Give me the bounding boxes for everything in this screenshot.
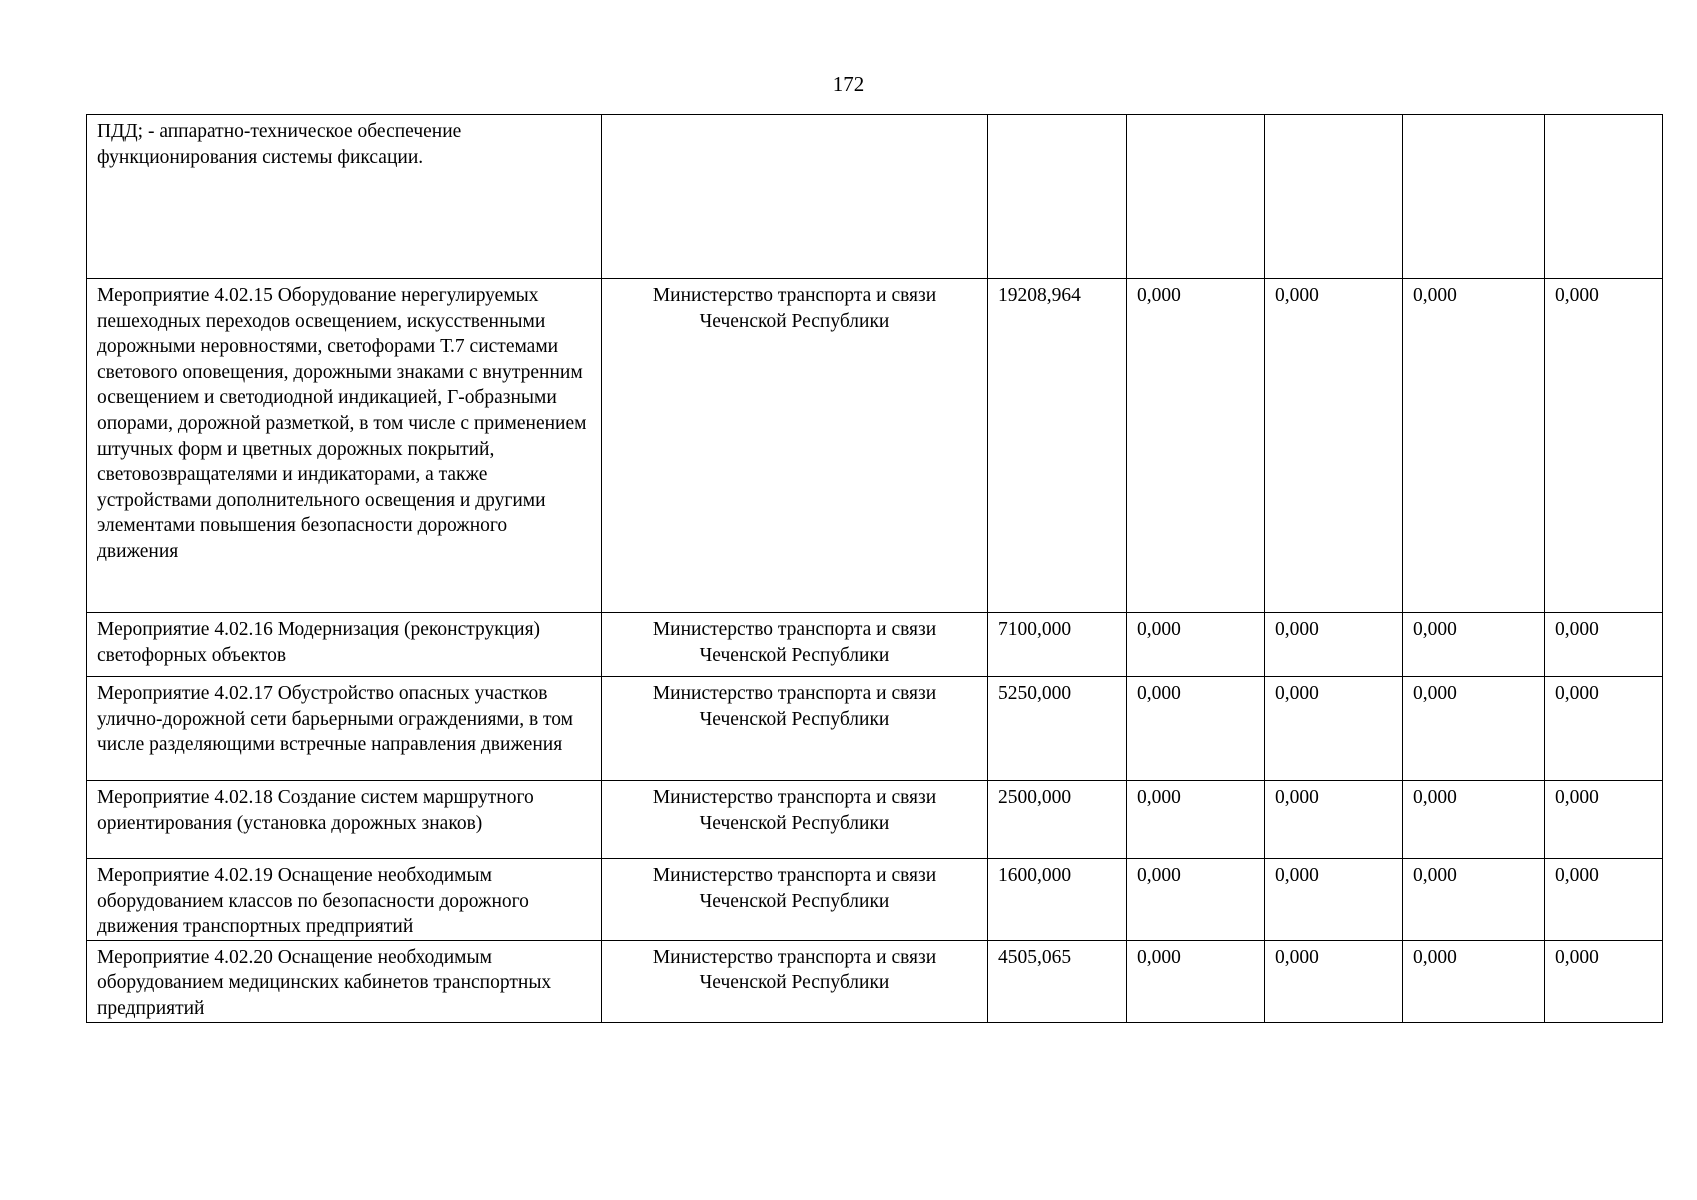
page-number: 172 xyxy=(832,72,865,96)
measure-name-cell: Мероприятие 4.02.17 Обустройство опасных участков улично-дорожной сети барьерными ограждениями, в том числе разделяющими встречные направления движения xyxy=(87,677,602,781)
value-cell: 0,000 xyxy=(1403,279,1545,613)
value-cell xyxy=(988,115,1127,279)
responsible-cell: Министерство транспорта и связи Чеченской Республики xyxy=(602,940,988,1022)
value-cell: 2500,000 xyxy=(988,781,1127,859)
value-cell: 0,000 xyxy=(1265,279,1403,613)
table-row xyxy=(87,613,1663,677)
measure-name-cell: Мероприятие 4.02.18 Создание систем маршрутного ориентирования (установка дорожных знаков) xyxy=(87,781,602,859)
value-cell: 0,000 xyxy=(1545,781,1663,859)
responsible-cell: Министерство транспорта и связи Чеченской Республики xyxy=(602,613,988,677)
value-cell: 0,000 xyxy=(1127,781,1265,859)
value-cell: 0,000 xyxy=(1265,940,1403,1022)
value-cell: 0,000 xyxy=(1265,859,1403,941)
value-cell xyxy=(1403,115,1545,279)
value-cell: 0,000 xyxy=(1265,781,1403,859)
value-cell: 0,000 xyxy=(1265,677,1403,781)
value-cell: 0,000 xyxy=(1545,279,1663,613)
measure-name-cell: Мероприятие 4.02.16 Модернизация (реконструкция) светофорных объектов xyxy=(87,613,602,677)
value-cell: 0,000 xyxy=(1127,677,1265,781)
value-cell: 0,000 xyxy=(1403,613,1545,677)
value-cell: 0,000 xyxy=(1403,859,1545,941)
value-cell: 0,000 xyxy=(1127,613,1265,677)
value-cell: 0,000 xyxy=(1127,940,1265,1022)
value-cell: 0,000 xyxy=(1127,279,1265,613)
value-cell: 19208,964 xyxy=(988,279,1127,613)
value-cell: 0,000 xyxy=(1403,781,1545,859)
responsible-cell: Министерство транспорта и связи Чеченской Республики xyxy=(602,781,988,859)
table-row xyxy=(87,677,1663,781)
measures-table xyxy=(86,114,1663,1023)
value-cell: 0,000 xyxy=(1545,613,1663,677)
value-cell: 0,000 xyxy=(1545,677,1663,781)
measure-name-cell: Мероприятие 4.02.19 Оснащение необходимым оборудованием классов по безопасности дорожного движения транспортных предприятий xyxy=(87,859,602,941)
value-cell: 0,000 xyxy=(1545,859,1663,941)
measure-name-cell: Мероприятие 4.02.20 Оснащение необходимым оборудованием медицинских кабинетов транспортных предприятий xyxy=(87,940,602,1022)
responsible-cell: Министерство транспорта и связи Чеченской Республики xyxy=(602,859,988,941)
value-cell: 0,000 xyxy=(1265,613,1403,677)
measure-name-cell: ПДД; - аппаратно-техническое обеспечение функционирования системы фиксации. xyxy=(87,115,602,279)
value-cell: 0,000 xyxy=(1403,940,1545,1022)
value-cell xyxy=(1265,115,1403,279)
table-row xyxy=(87,279,1663,613)
table-row xyxy=(87,940,1663,1022)
responsible-cell: Министерство транспорта и связи Чеченской Республики xyxy=(602,677,988,781)
value-cell: 0,000 xyxy=(1127,859,1265,941)
value-cell: 1600,000 xyxy=(988,859,1127,941)
table-row xyxy=(87,859,1663,941)
value-cell: 5250,000 xyxy=(988,677,1127,781)
responsible-cell xyxy=(602,115,988,279)
value-cell xyxy=(1127,115,1265,279)
value-cell xyxy=(1545,115,1663,279)
table-row xyxy=(87,781,1663,859)
value-cell: 0,000 xyxy=(1403,677,1545,781)
measure-name-cell: Мероприятие 4.02.15 Оборудование нерегулируемых пешеходных переходов освещением, искусственными дорожными неровностями, светофорами Т.7 системами светового оповещения, дорожными знаками с внутренним освещением и светодиодной индикацией, Г-образными опорами, дорожной разметкой, в том числе с применением штучных форм и цветных дорожных покрытий, световозвращателями и индикаторами, а также устройствами дополнительного освещения и другими элементами повышения безопасности дорожного движения xyxy=(87,279,602,613)
table-row xyxy=(87,115,1663,279)
responsible-cell: Министерство транспорта и связи Чеченской Республики xyxy=(602,279,988,613)
value-cell: 4505,065 xyxy=(988,940,1127,1022)
value-cell: 7100,000 xyxy=(988,613,1127,677)
value-cell: 0,000 xyxy=(1545,940,1663,1022)
